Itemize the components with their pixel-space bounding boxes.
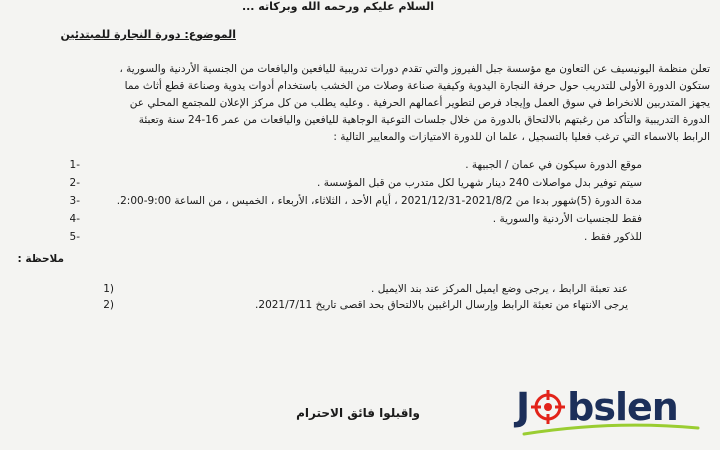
- note-number-label: (1: [103, 283, 114, 295]
- logo-text-start: J: [516, 385, 530, 429]
- notes-label: ملاحظة :: [17, 253, 64, 265]
- note-text: يرجى الانتهاء من تعبئة الرابط وإرسال الراغبين بالالتحاق بحد اقصى تاريخ 2021/7/11.: [255, 299, 628, 311]
- list-item-number: [70, 230, 80, 244]
- note-number: [103, 282, 114, 296]
- logo-swoosh: [522, 422, 700, 436]
- paragraph-line: الرابط بالاسماء التي ترغب فعليا بالتسجيل ، علما ان للدورة الامتيازات والمعايير التالية :: [333, 131, 710, 143]
- list-item-text: موقع الدورة سيكون في عمان / الجبيهة .: [465, 159, 642, 171]
- list-item-number: [70, 176, 80, 190]
- paragraph-line: ستكون الدورة الأولى للتدريب حول حرفة النجارة اليدوية وكيفية صناعة وصلات من الخشب باستخدام أدوات يدوية وصناعة قطع أثاث مما: [124, 80, 710, 92]
- subject-line: الموضوع: دورة النجارة للمبتدئين: [60, 28, 236, 41]
- list-item-number: [70, 194, 80, 208]
- crosshair-icon: [531, 390, 565, 424]
- note-number: [103, 298, 114, 312]
- note-item: [371, 282, 628, 296]
- list-item-number: [70, 158, 80, 172]
- list-number: -4: [69, 213, 80, 225]
- list-number: -1: [69, 159, 80, 171]
- list-item-text: مدة الدورة (5)شهور بدءا من 2021/8/2-2021/12/31 ، أيام الأحد ، الثلاثاء، الأربعاء ، الخميس ، من الساعة 9:00-2:00.: [116, 195, 642, 207]
- list-item-text: فقط للجنسيات الأردنية والسورية .: [492, 213, 642, 225]
- paragraph-line: تعلن منظمة اليونيسيف عن التعاون مع مؤسسة جبل الفيروز والتي تقدم دورات تدريبية لليافعين واليافعات من الجنسية الأردنية والسورية ،: [119, 63, 710, 75]
- closing-line: واقبلوا فائق الاحترام: [296, 406, 420, 420]
- list-number: -3: [69, 195, 80, 207]
- note-text: عند تعبئة الرابط ، يرجى وضع ايميل المركز عند بند الايميل .: [371, 283, 628, 295]
- list-item-text: سيتم توفير بدل مواصلات 240 دينار شهريا لكل متدرب من قبل المؤسسة .: [317, 177, 642, 189]
- list-item: [584, 230, 642, 244]
- logo-text-end: bslen: [567, 385, 678, 429]
- greeting: السلام عليكم ورحمه الله وبركاته ...: [241, 0, 434, 13]
- paragraph-line: الدورة التدريبية والتأكد من رغبتهم بالالتحاق بالدورة من خلال جلسات التوعية الوجاهية لليافعين واليافعات من عمر 16-24 سنة وتعبئة: [138, 114, 710, 126]
- list-item: [117, 194, 642, 208]
- note-item: [255, 298, 628, 312]
- list-item-text: للذكور فقط .: [584, 231, 642, 243]
- paragraph-line: يجهز المتدربين للانخراط في سوق العمل وإيجاد فرص لتطوير أعمالهم الحرفية . وعليه يطلب من كل مركز الإعلان للمجتمع المحلي عن: [129, 97, 710, 109]
- list-item: [493, 212, 642, 226]
- list-item-number: [70, 212, 80, 226]
- jobslen-logo: [516, 382, 698, 432]
- list-item: [465, 158, 642, 172]
- list-number: -5: [69, 231, 80, 243]
- list-item: [317, 176, 642, 190]
- list-number: -2: [69, 177, 80, 189]
- note-number-label: (2: [103, 299, 114, 311]
